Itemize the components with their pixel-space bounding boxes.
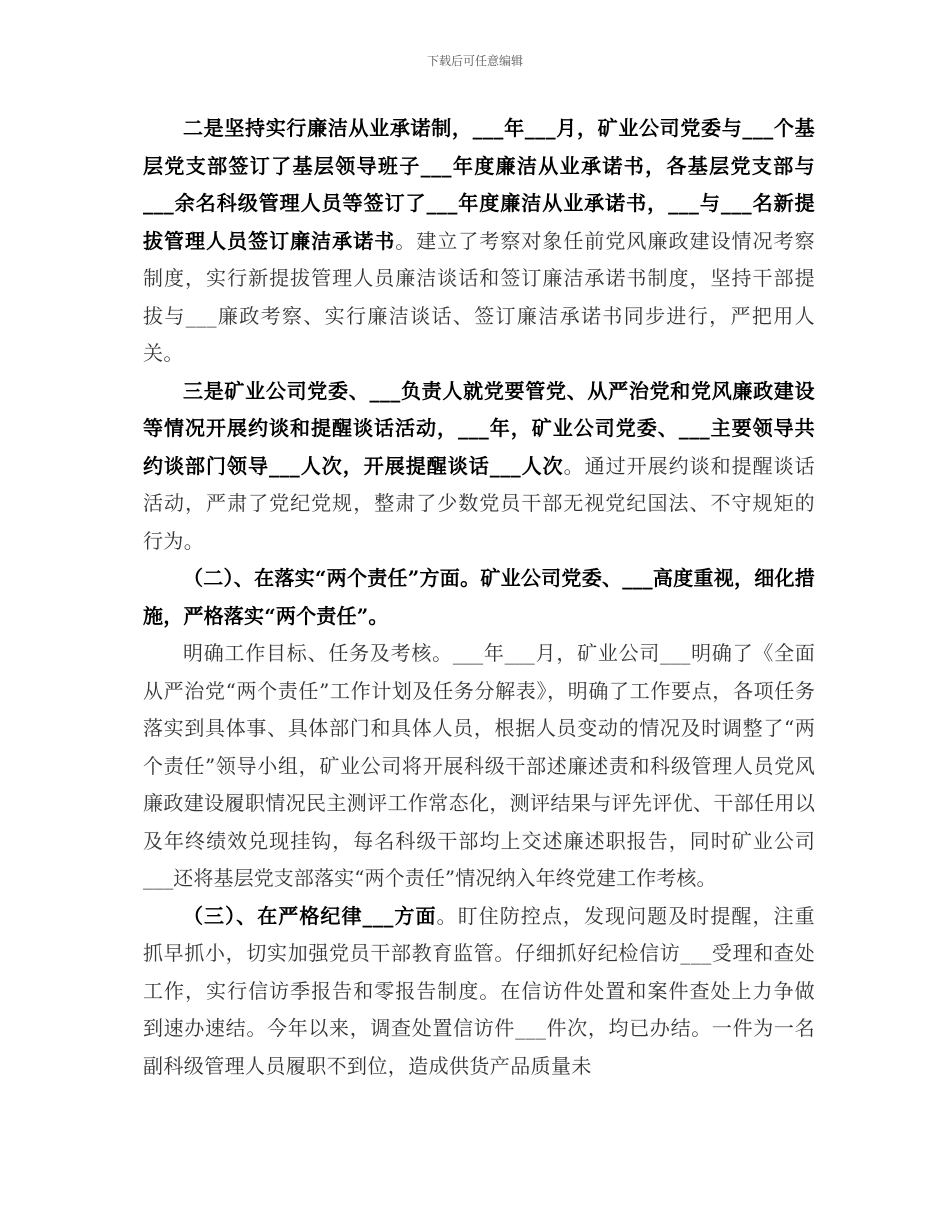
section-heading-3-bold: （三）、在严格纪律___方面 xyxy=(183,903,437,928)
paragraph-2-text: 。通过开展约谈和提醒谈话活动，严肃了党纪党规，整肃了少数党员干部无视党纪国法、不守规矩的行为。 xyxy=(143,453,815,553)
paragraph-4 xyxy=(143,635,815,898)
document-body xyxy=(143,110,815,1085)
section-heading-3 xyxy=(143,898,815,1086)
paragraph-2-bold: 三是矿业公司党委、___负责人就党要管党、从严治党和党风廉政建设等情况开展约谈和提醒谈话活动，___年，矿业公司党委、___主要领导共约谈部门领导___人次，开展提醒谈话___人次 xyxy=(143,378,815,478)
paragraph-1 xyxy=(143,110,815,373)
section-heading-2-bold: （二）、在落实“两个责任”方面。矿业公司党委、___高度重视，细化措施，严格落实“两个责任”。 xyxy=(143,566,815,628)
page-header: 下载后可任意编辑 xyxy=(426,54,523,68)
paragraph-1-bold: 二是坚持实行廉洁从业承诺制，___年___月，矿业公司党委与___个基层党支部签订了基层领导班子___年度廉洁从业承诺书，各基层党支部与___余名科级管理人员等签订了___年度廉洁从业承诺书，___与___名新提拔管理人员签订廉洁承诺书 xyxy=(143,116,815,253)
paragraph-1-text: 。建立了考察对象任前党风廉政建设情况考察制度，实行新提拔管理人员廉洁谈话和签订廉洁承诺书制度，坚持干部提拔与___廉政考察、实行廉洁谈话、签订廉洁承诺书同步进行，严把用人关。 xyxy=(143,228,815,365)
section-heading-3-text: 。盯住防控点，发现问题及时提醒，注重抓早抓小，切实加强党员干部教育监管。仔细抓好纪检信访___受理和查处工作，实行信访季报告和零报告制度。在信访件处置和案件查处上力争做到速办速结。今年以来，调查处置信访件___件次，均已办结。一件为一名副科级管理人员履职不到位，造成供货产品质量未 xyxy=(143,903,815,1078)
section-heading-2 xyxy=(143,560,815,635)
paragraph-2 xyxy=(143,373,815,561)
paragraph-4-text: 明确工作目标、任务及考核。___年___月，矿业公司___明确了《全面从严治党“两个责任”工作计划及任务分解表》，明确了工作要点，各项任务落实到具体事、具体部门和具体人员，根据人员变动的情况及时调整了“两个责任”领导小组，矿业公司将开展科级干部述廉述责和科级管理人员党风廉政建设履职情况民主测评工作常态化，测评结果与评先评优、干部任用以及年终绩效兑现挂钩，每名科级干部均上交述廉述职报告，同时矿业公司___还将基层党支部落实“两个责任”情况纳入年终党建工作考核。 xyxy=(143,641,815,890)
